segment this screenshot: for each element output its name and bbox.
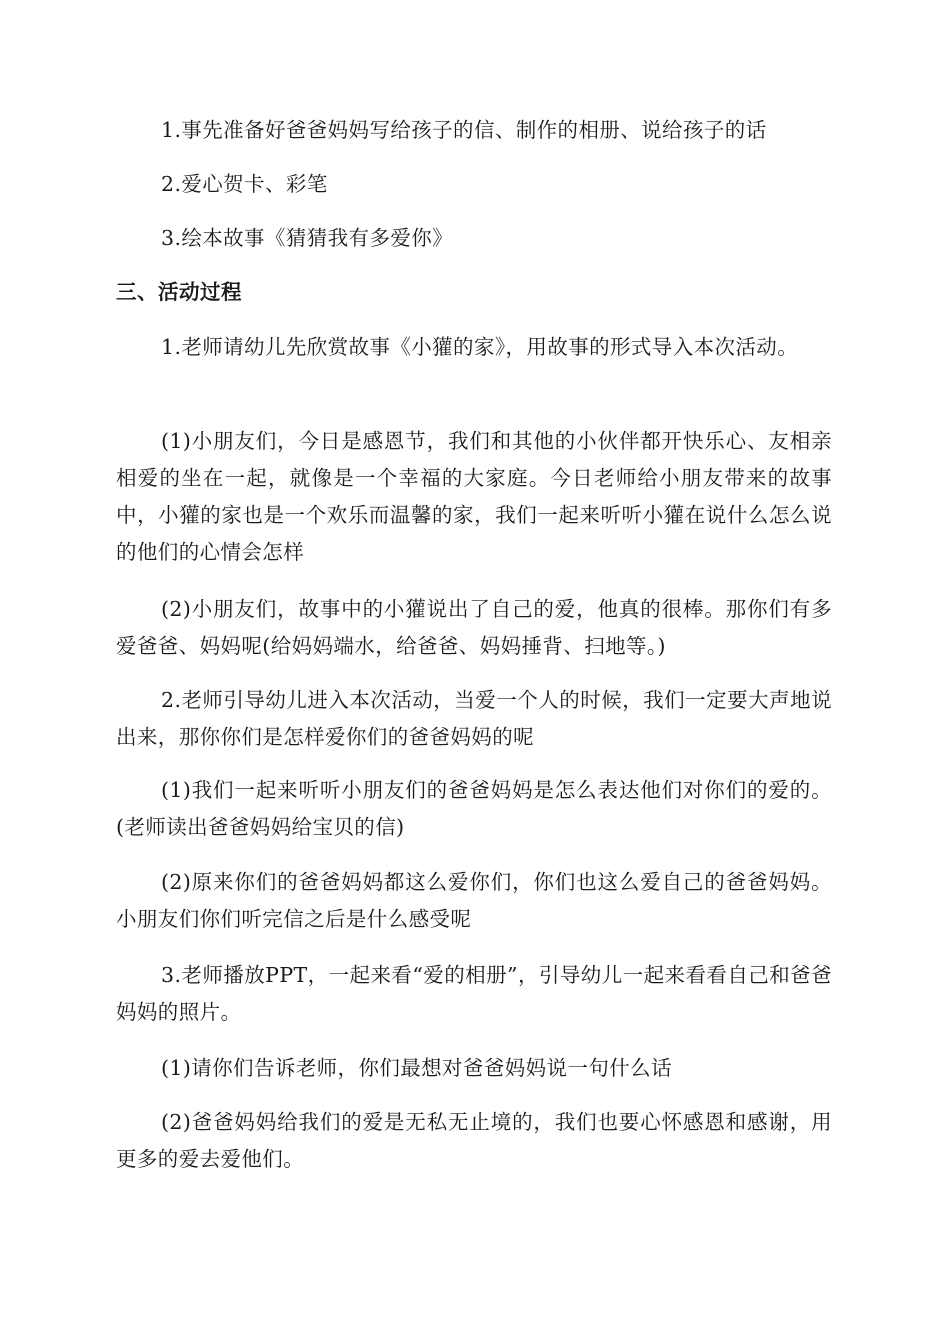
process-step-1-sub-2: (2)小朋友们，故事中的小獾说出了自己的爱，他真的很棒。那你们有多爱爸爸、妈妈呢(给妈妈端水，给爸爸、妈妈捶背、扫地等。) [116,597,832,658]
process-step-2-sub-1: (1)我们一起来听听小朋友们的爸爸妈妈是怎么表达他们对你们的爱的。(老师读出爸爸妈妈给宝贝的信) [116,778,832,839]
section-heading-activity-process: 三、活动过程 [116,280,242,304]
process-step-3-sub-2: (2)爸爸妈妈给我们的爱是无私无止境的，我们也要心怀感恩和感谢，用更多的爱去爱他们。 [116,1110,832,1171]
process-step-2-sub-2: (2)原来你们的爸爸妈妈都这么爱你们，你们也这么爱自己的爸爸妈妈。小朋友们你们听完信之后是什么感受呢 [116,870,832,931]
process-step-3: 3.老师播放PPT，一起来看“爱的相册”，引导幼儿一起来看看自己和爸爸妈妈的照片。 [116,963,832,1024]
process-step-3-sub-1: (1)请你们告诉老师，你们最想对爸爸妈妈说一句什么话 [161,1056,672,1080]
process-step-1: 1.老师请幼儿先欣赏故事《小獾的家》，用故事的形式导入本次活动。 [161,335,799,359]
material-item-1: 1.事先准备好爸爸妈妈写给孩子的信、制作的相册、说给孩子的话 [161,118,767,142]
material-item-3: 3.绘本故事《猜猜我有多爱你》 [161,226,454,250]
process-step-2: 2.老师引导幼儿进入本次活动，当爱一个人的时候，我们一定要大声地说出来，那你你们是怎样爱你们的爸爸妈妈的呢 [116,688,832,749]
material-item-2: 2.爱心贺卡、彩笔 [161,172,328,196]
process-step-1-sub-1: (1)小朋友们，今日是感恩节，我们和其他的小伙伴都开快乐心、友相亲相爱的坐在一起，就像是一个幸福的大家庭。今日老师给小朋友带来的故事中，小獾的家也是一个欢乐而温馨的家，我们一起来听听小獾在说什么怎么说的他们的心情会怎样 [116,429,832,564]
